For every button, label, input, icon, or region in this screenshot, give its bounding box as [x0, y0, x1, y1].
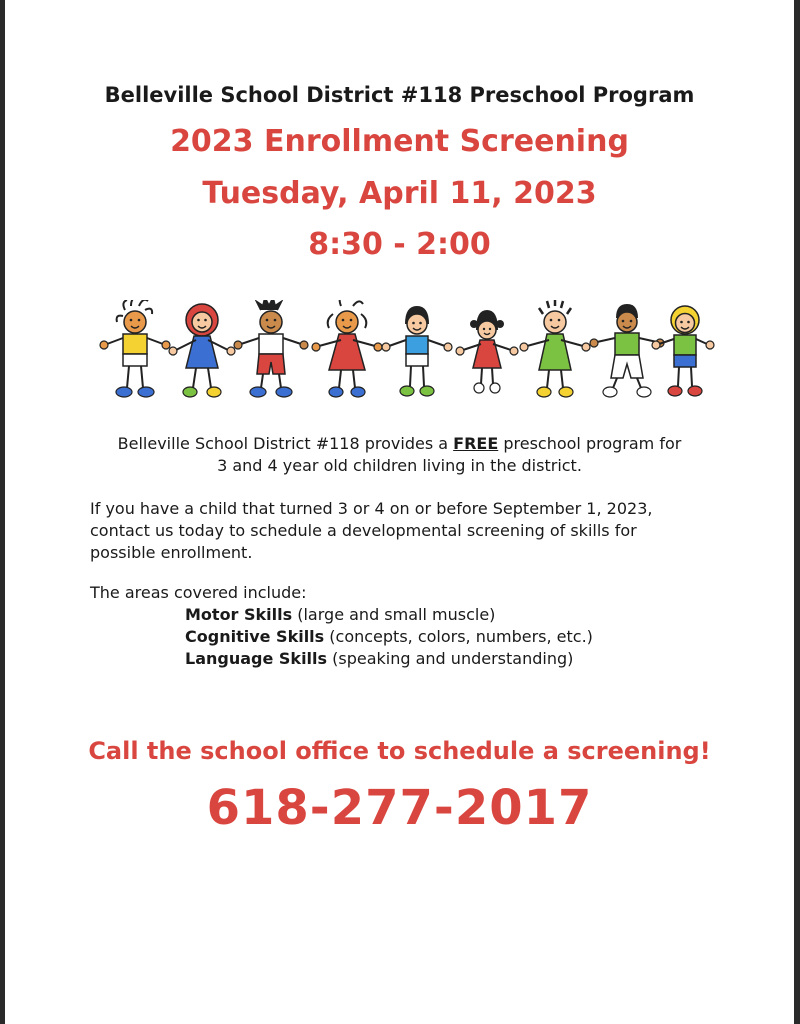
- event-title: 2023 Enrollment Screening: [170, 124, 629, 159]
- child-figure-1: [100, 300, 170, 397]
- child-figure-3: [234, 300, 308, 397]
- free-emphasis: FREE: [453, 434, 499, 453]
- area-item: [185, 648, 593, 670]
- child-figure-7: [520, 300, 590, 397]
- areas-list: [185, 604, 593, 670]
- child-figure-5: [382, 306, 452, 396]
- area-name: Language Skills: [185, 649, 328, 668]
- area-detail: (speaking and understanding): [327, 649, 574, 668]
- area-item: [185, 626, 593, 648]
- call-to-action: Call the school office to schedule a screening!: [88, 737, 711, 765]
- intro-line-2: 3 and 4 year old children living in the district.: [217, 456, 582, 475]
- child-figure-8: [590, 304, 664, 397]
- area-name: Motor Skills: [185, 605, 293, 624]
- eligibility-line-2: contact us today to schedule a developmental screening of skills for: [90, 521, 637, 540]
- area-detail: (concepts, colors, numbers, etc.): [324, 627, 593, 646]
- event-date: Tuesday, April 11, 2023: [202, 176, 597, 211]
- event-time: 8:30 - 2:00: [308, 227, 491, 262]
- district-title: Belleville School District #118 Preschool Program: [104, 83, 695, 107]
- eligibility-line-1: If you have a child that turned 3 or 4 on or before September 1, 2023,: [90, 499, 653, 518]
- phone-number: 618-277-2017: [206, 780, 593, 836]
- child-figure-2: [169, 304, 235, 397]
- intro-line-1: [5, 433, 794, 455]
- area-item: [185, 604, 593, 626]
- areas-label: The areas covered include:: [90, 583, 307, 602]
- intro-text-before: Belleville School District #118 provides a: [117, 434, 454, 453]
- child-figure-4: [312, 300, 382, 397]
- intro-text-after: preschool program for: [498, 434, 682, 453]
- child-figure-6: [456, 310, 518, 393]
- area-detail: (large and small muscle): [292, 605, 496, 624]
- eligibility-paragraph: [90, 498, 652, 564]
- child-figure-9: [652, 306, 714, 396]
- intro-paragraph: [5, 433, 794, 477]
- eligibility-line-3: possible enrollment.: [90, 543, 253, 562]
- children-illustration: [95, 300, 715, 410]
- area-name: Cognitive Skills: [185, 627, 325, 646]
